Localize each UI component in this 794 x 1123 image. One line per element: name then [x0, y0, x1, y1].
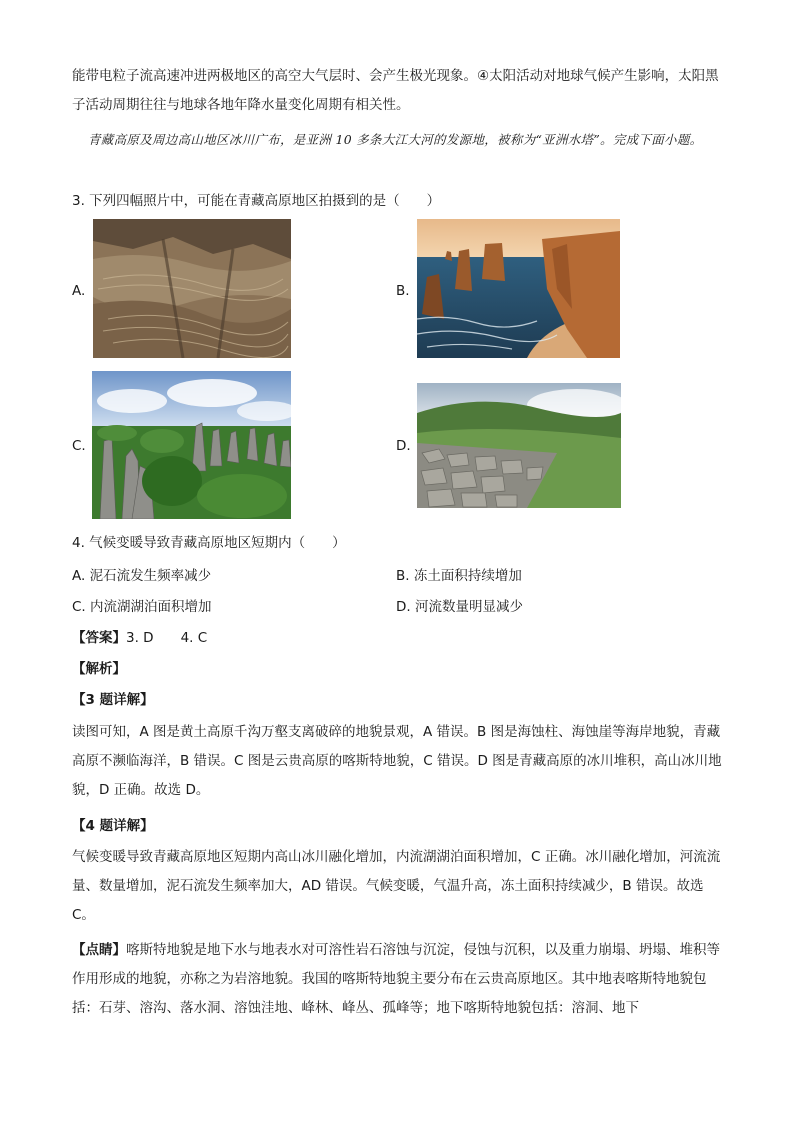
- option-b-label: B.: [396, 283, 410, 299]
- photo-sea-stacks: [417, 219, 620, 358]
- q4-option-c: C. 内流湖湖泊面积增加: [72, 599, 212, 615]
- detail-4-text: 气候变暖导致青藏高原地区短期内高山冰川融化增加，内流湖湖泊面积增加，C 正确。冰川融化增加，河流流量、数量增加，泥石流发生频率加大，AD 错误。气候变暖，气温升高，冻土面积持续减少，B 错误。故选 C。: [72, 849, 721, 923]
- tip-label: 【点睛】: [72, 942, 126, 958]
- question-intro: 青藏高原及周边高山地区冰川广布，是亚洲 10 多条大江大河的发源地，被称为“亚洲水塔”。完成下面小题。: [88, 132, 703, 147]
- detail-3-text: 读图可知，A 图是黄土高原千沟万壑支离破碎的地貌景观，A 错误。B 图是海蚀柱、海蚀崖等海岸地貌，青藏高原不濒临海洋，B 错误。C 图是云贵高原的喀斯特地貌，C 错误。D 图是青藏高原的冰川堆积，高山冰川地貌，D 正确。故选 D。: [72, 724, 722, 798]
- q4-option-d: D. 河流数量明显减少: [396, 599, 523, 615]
- photo-loess-plateau: [93, 219, 291, 358]
- answer-label: 【答案】: [72, 630, 126, 646]
- option-c-label: C.: [72, 438, 86, 454]
- detail-3-label: 【3 题详解】: [72, 692, 154, 708]
- tip-text: 喀斯特地貌是地下水与地表水对可溶性岩石溶蚀与沉淀，侵蚀与沉积，以及重力崩塌、坍塌、堆积等作用形成的地貌，亦称之为岩溶地貌。我国的喀斯特地貌主要分布在云贵高原地区。其中地表喀斯特地貌包括：石芽、溶沟、落水洞、溶蚀洼地、峰林、峰丛、孤峰等；地下喀斯特地貌包括：溶洞、地下: [72, 942, 720, 1016]
- option-d-label: D.: [396, 438, 411, 454]
- detail-4-label: 【4 题详解】: [72, 818, 154, 834]
- question-4-stem: 4. 气候变暖导致青藏高原地区短期内（ ）: [72, 535, 346, 551]
- photo-karst-stone-forest: [92, 371, 291, 519]
- q4-option-b: B. 冻土面积持续增加: [396, 568, 522, 584]
- answer-line: [72, 624, 722, 653]
- analysis-label: 【解析】: [72, 661, 126, 677]
- question-3-stem: 3. 下列四幅照片中，可能在青藏高原地区拍摄到的是（ ）: [72, 193, 441, 209]
- paragraph-solar-activity: 能带电粒子流高速冲进两极地区的高空大气层时、会产生极光现象。④太阳活动对地球气候产生影响，太阳黑子活动周期往往与地球各地年降水量变化周期有相关性。: [72, 68, 719, 113]
- option-a-label: A.: [72, 283, 86, 299]
- answer-text: 3. D 4. C: [126, 630, 208, 646]
- q4-option-a: A. 泥石流发生频率减少: [72, 568, 212, 584]
- photo-glacial-deposits: [417, 383, 621, 508]
- tip-paragraph: [72, 936, 722, 1023]
